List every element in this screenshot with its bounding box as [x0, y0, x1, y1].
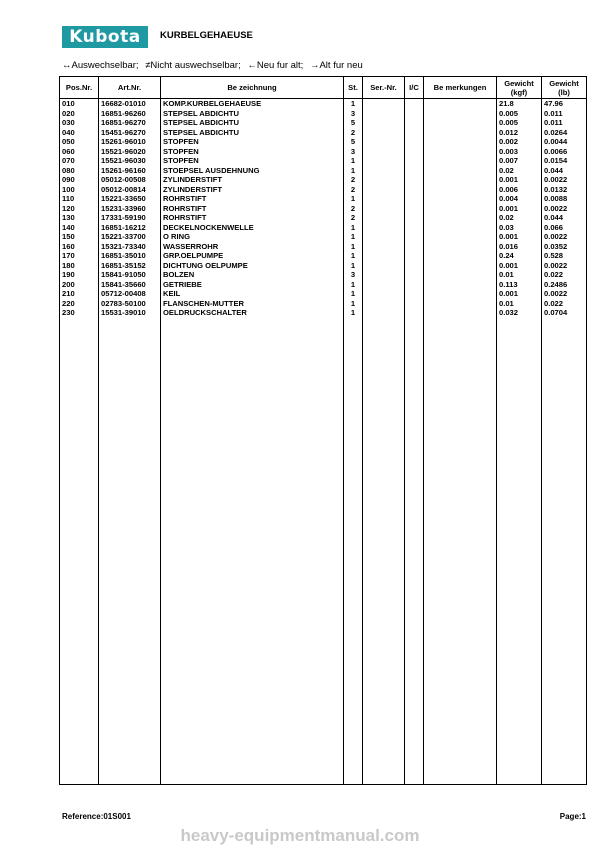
cell-bezeichnung: GRP.OELPUMPE: [161, 251, 344, 261]
cell-st: 2: [344, 128, 363, 138]
cell-bezeichnung: ZYLINDERSTIFT: [161, 175, 344, 185]
cell-weight-lb: 0.0088: [542, 194, 587, 204]
cell-weight-kgf: 0.02: [497, 213, 542, 223]
page-number: Page:1: [559, 812, 586, 821]
cell-ser: [363, 299, 405, 309]
cell-ic: [405, 223, 424, 233]
header-weight-kgf: [497, 77, 542, 99]
cell-pos: 020: [60, 109, 99, 119]
header-art: Art.Nr.: [99, 77, 161, 99]
cell-art: 15841-35660: [99, 280, 161, 290]
cell-ic: [405, 128, 424, 138]
cell-weight-lb: 0.022: [542, 270, 587, 280]
cell-weight-kgf: 0.005: [497, 109, 542, 119]
cell-art: 16851-16212: [99, 223, 161, 233]
cell-weight-lb: 0.0704: [542, 308, 587, 318]
cell-ser: [363, 308, 405, 318]
table-row: [60, 194, 587, 204]
cell-weight-kgf: 0.006: [497, 185, 542, 195]
cell-pos: 120: [60, 204, 99, 214]
cell-ser: [363, 175, 405, 185]
table-row: [60, 204, 587, 214]
table-row: [60, 308, 587, 318]
cell-ic: [405, 232, 424, 242]
cell-weight-kgf: 0.007: [497, 156, 542, 166]
header-ic: I/C: [405, 77, 424, 99]
cell-weight-kgf: 0.24: [497, 251, 542, 261]
cell-art: 15521-96020: [99, 147, 161, 157]
cell-weight-lb: 47.96: [542, 99, 587, 109]
table-row: [60, 137, 587, 147]
cell-bezeichnung: ROHRSTIFT: [161, 194, 344, 204]
cell-ic: [405, 289, 424, 299]
cell-bemerkungen: [424, 118, 497, 128]
table-row: [60, 299, 587, 309]
watermark: heavy-equipmentmanual.com: [180, 826, 420, 845]
legend-old-for-new: →Alt fur neu: [309, 60, 363, 71]
cell-bezeichnung: WASSERROHR: [161, 242, 344, 252]
cell-art: 15261-96160: [99, 166, 161, 176]
cell-weight-kgf: 0.02: [497, 166, 542, 176]
cell-pos: 050: [60, 137, 99, 147]
cell-bemerkungen: [424, 213, 497, 223]
cell-weight-lb: 0.044: [542, 166, 587, 176]
cell-pos: 010: [60, 99, 99, 109]
cell-bemerkungen: [424, 289, 497, 299]
cell-art: 16682-01010: [99, 99, 161, 109]
cell-bemerkungen: [424, 156, 497, 166]
cell-bemerkungen: [424, 280, 497, 290]
cell-pos: 210: [60, 289, 99, 299]
cell-weight-lb: 0.066: [542, 223, 587, 233]
filler-cell: [497, 318, 542, 785]
header-weight-kgf-unit: (kgf): [510, 87, 528, 97]
cell-weight-lb: 0.011: [542, 109, 587, 119]
header-weight-lb-unit: (lb): [558, 87, 570, 97]
cell-weight-lb: 0.0132: [542, 185, 587, 195]
cell-bezeichnung: DECKELNOCKENWELLE: [161, 223, 344, 233]
cell-pos: 040: [60, 128, 99, 138]
cell-ic: [405, 280, 424, 290]
cell-ic: [405, 213, 424, 223]
table-row: [60, 185, 587, 195]
cell-ser: [363, 185, 405, 195]
table-row: [60, 156, 587, 166]
cell-pos: 060: [60, 147, 99, 157]
cell-art: 05012-00508: [99, 175, 161, 185]
cell-weight-lb: 0.0022: [542, 261, 587, 271]
cell-bemerkungen: [424, 270, 497, 280]
table-row: [60, 175, 587, 185]
cell-art: 15841-91050: [99, 270, 161, 280]
cell-weight-lb: 0.0044: [542, 137, 587, 147]
cell-st: 2: [344, 175, 363, 185]
cell-st: 1: [344, 251, 363, 261]
cell-art: 05712-00408: [99, 289, 161, 299]
header-bemerkungen: Be merkungen: [424, 77, 497, 99]
cell-pos: 110: [60, 194, 99, 204]
cell-art: 15531-39010: [99, 308, 161, 318]
cell-ser: [363, 128, 405, 138]
cell-ser: [363, 147, 405, 157]
cell-st: 1: [344, 261, 363, 271]
cell-ic: [405, 99, 424, 109]
table-row: [60, 261, 587, 271]
cell-weight-kgf: 0.113: [497, 280, 542, 290]
cell-art: 16851-35010: [99, 251, 161, 261]
cell-weight-kgf: 0.03: [497, 223, 542, 233]
cell-bezeichnung: BOLZEN: [161, 270, 344, 280]
cell-pos: 030: [60, 118, 99, 128]
cell-weight-lb: 0.0022: [542, 204, 587, 214]
cell-art: 15321-73340: [99, 242, 161, 252]
cell-st: 2: [344, 185, 363, 195]
cell-ser: [363, 261, 405, 271]
cell-bemerkungen: [424, 261, 497, 271]
table-row: [60, 251, 587, 261]
cell-st: 5: [344, 137, 363, 147]
cell-art: 16851-35152: [99, 261, 161, 271]
cell-art: 15221-33650: [99, 194, 161, 204]
cell-ser: [363, 251, 405, 261]
cell-ic: [405, 185, 424, 195]
cell-ic: [405, 204, 424, 214]
cell-weight-kgf: 0.001: [497, 289, 542, 299]
cell-st: 1: [344, 223, 363, 233]
cell-ser: [363, 109, 405, 119]
header-pos: Pos.Nr.: [60, 77, 99, 99]
cell-weight-kgf: 0.001: [497, 175, 542, 185]
cell-bezeichnung: FLANSCHEN-MUTTER: [161, 299, 344, 309]
cell-bemerkungen: [424, 223, 497, 233]
table-row: [60, 232, 587, 242]
cell-weight-kgf: 0.032: [497, 308, 542, 318]
cell-ser: [363, 118, 405, 128]
cell-st: 3: [344, 147, 363, 157]
filler-cell: [161, 318, 344, 785]
cell-art: 02783-50100: [99, 299, 161, 309]
cell-weight-kgf: 0.002: [497, 137, 542, 147]
filler-cell: [363, 318, 405, 785]
cell-bemerkungen: [424, 137, 497, 147]
cell-weight-kgf: 0.005: [497, 118, 542, 128]
cell-pos: 180: [60, 261, 99, 271]
kubota-logo: Kubota: [62, 26, 148, 48]
cell-ic: [405, 137, 424, 147]
cell-bezeichnung: STEPSEL ABDICHTU: [161, 109, 344, 119]
table-row: [60, 213, 587, 223]
header-bezeichnung: Be zeichnung: [161, 77, 344, 99]
cell-art: 15261-96010: [99, 137, 161, 147]
cell-st: 1: [344, 242, 363, 252]
header-weight-lb-label: Gewicht: [549, 78, 579, 88]
cell-bezeichnung: KEIL: [161, 289, 344, 299]
cell-st: 1: [344, 280, 363, 290]
cell-ser: [363, 280, 405, 290]
cell-bezeichnung: STOPFEN: [161, 137, 344, 147]
cell-bezeichnung: O RING: [161, 232, 344, 242]
cell-ic: [405, 194, 424, 204]
header-ser: Ser.-Nr.: [363, 77, 405, 99]
table-row: [60, 223, 587, 233]
cell-weight-kgf: 0.01: [497, 299, 542, 309]
cell-weight-kgf: 0.003: [497, 147, 542, 157]
header-st: St.: [344, 77, 363, 99]
cell-bemerkungen: [424, 175, 497, 185]
cell-bemerkungen: [424, 308, 497, 318]
cell-weight-lb: 0.022: [542, 299, 587, 309]
cell-pos: 170: [60, 251, 99, 261]
cell-bezeichnung: STOEPSEL AUSDEHNUNG: [161, 166, 344, 176]
cell-ser: [363, 242, 405, 252]
table-row: [60, 280, 587, 290]
table-row: [60, 270, 587, 280]
table-row: [60, 289, 587, 299]
cell-ser: [363, 232, 405, 242]
cell-st: 2: [344, 213, 363, 223]
cell-art: 17331-59190: [99, 213, 161, 223]
cell-st: 1: [344, 166, 363, 176]
filler-cell: [424, 318, 497, 785]
cell-bezeichnung: GETRIEBE: [161, 280, 344, 290]
cell-weight-kgf: 0.004: [497, 194, 542, 204]
cell-art: 15451-96270: [99, 128, 161, 138]
cell-ic: [405, 147, 424, 157]
cell-weight-lb: 0.0022: [542, 175, 587, 185]
cell-weight-lb: 0.0066: [542, 147, 587, 157]
legend-not-interchangeable: ≠Nicht auswechselbar;: [145, 60, 241, 71]
cell-st: 2: [344, 204, 363, 214]
cell-st: 3: [344, 270, 363, 280]
cell-weight-kgf: 0.001: [497, 261, 542, 271]
header-weight-kgf-label: Gewicht: [504, 78, 534, 88]
cell-ser: [363, 194, 405, 204]
cell-bemerkungen: [424, 166, 497, 176]
legend: [62, 60, 367, 71]
page-title: KURBELGEHAEUSE: [160, 30, 253, 41]
cell-ser: [363, 137, 405, 147]
cell-weight-lb: 0.2486: [542, 280, 587, 290]
cell-bemerkungen: [424, 232, 497, 242]
cell-bezeichnung: STEPSEL ABDICHTU: [161, 128, 344, 138]
cell-st: 1: [344, 194, 363, 204]
cell-ic: [405, 118, 424, 128]
cell-st: 5: [344, 118, 363, 128]
cell-ser: [363, 204, 405, 214]
cell-bezeichnung: STEPSEL ABDICHTU: [161, 118, 344, 128]
cell-st: 1: [344, 308, 363, 318]
cell-ic: [405, 308, 424, 318]
table-row: [60, 118, 587, 128]
cell-bemerkungen: [424, 99, 497, 109]
cell-bezeichnung: STOPFEN: [161, 147, 344, 157]
cell-weight-lb: 0.011: [542, 118, 587, 128]
cell-bemerkungen: [424, 194, 497, 204]
cell-bemerkungen: [424, 251, 497, 261]
cell-ser: [363, 289, 405, 299]
cell-bemerkungen: [424, 204, 497, 214]
cell-weight-lb: 0.0352: [542, 242, 587, 252]
cell-weight-lb: 0.0154: [542, 156, 587, 166]
table-row: [60, 128, 587, 138]
cell-weight-kgf: 21.8: [497, 99, 542, 109]
cell-ic: [405, 270, 424, 280]
filler-cell: [405, 318, 424, 785]
cell-st: 3: [344, 109, 363, 119]
cell-pos: 090: [60, 175, 99, 185]
cell-ic: [405, 251, 424, 261]
filler-cell: [99, 318, 161, 785]
cell-ic: [405, 299, 424, 309]
filler-cell: [60, 318, 99, 785]
filler-cell: [344, 318, 363, 785]
cell-weight-lb: 0.528: [542, 251, 587, 261]
table-header-row: [60, 77, 587, 99]
cell-st: 1: [344, 99, 363, 109]
cell-bemerkungen: [424, 299, 497, 309]
table-row: [60, 147, 587, 157]
table-row: [60, 99, 587, 109]
cell-pos: 150: [60, 232, 99, 242]
cell-weight-lb: 0.0022: [542, 289, 587, 299]
cell-ser: [363, 270, 405, 280]
cell-bezeichnung: STOPFEN: [161, 156, 344, 166]
cell-st: 1: [344, 156, 363, 166]
header-weight-lb: [542, 77, 587, 99]
cell-pos: 140: [60, 223, 99, 233]
legend-interchangeable: ↔Auswechselbar;: [62, 60, 139, 71]
cell-ic: [405, 175, 424, 185]
cell-art: 15231-33960: [99, 204, 161, 214]
cell-pos: 200: [60, 280, 99, 290]
table-row: [60, 166, 587, 176]
cell-art: 15221-33700: [99, 232, 161, 242]
cell-ic: [405, 261, 424, 271]
cell-bezeichnung: KOMP.KURBELGEHAEUSE: [161, 99, 344, 109]
cell-art: 16851-96270: [99, 118, 161, 128]
cell-weight-kgf: 0.01: [497, 270, 542, 280]
cell-pos: 080: [60, 166, 99, 176]
legend-new-for-old: ←Neu fur alt;: [247, 60, 304, 71]
filler-cell: [542, 318, 587, 785]
cell-weight-lb: 0.0022: [542, 232, 587, 242]
cell-ser: [363, 99, 405, 109]
cell-ser: [363, 156, 405, 166]
cell-bezeichnung: ROHRSTIFT: [161, 204, 344, 214]
cell-pos: 130: [60, 213, 99, 223]
cell-weight-kgf: 0.001: [497, 232, 542, 242]
table-row: [60, 109, 587, 119]
cell-weight-kgf: 0.012: [497, 128, 542, 138]
cell-pos: 190: [60, 270, 99, 280]
cell-ser: [363, 223, 405, 233]
cell-ic: [405, 109, 424, 119]
cell-bemerkungen: [424, 147, 497, 157]
cell-art: 16851-96260: [99, 109, 161, 119]
cell-ic: [405, 156, 424, 166]
cell-bemerkungen: [424, 109, 497, 119]
cell-pos: 230: [60, 308, 99, 318]
table-row: [60, 242, 587, 252]
cell-bezeichnung: OELDRUCKSCHALTER: [161, 308, 344, 318]
cell-ic: [405, 166, 424, 176]
cell-ser: [363, 213, 405, 223]
cell-pos: 070: [60, 156, 99, 166]
cell-st: 1: [344, 299, 363, 309]
cell-bezeichnung: ROHRSTIFT: [161, 213, 344, 223]
cell-st: 1: [344, 289, 363, 299]
reference-label: Reference:01S001: [62, 812, 131, 821]
cell-bemerkungen: [424, 242, 497, 252]
cell-weight-lb: 0.0264: [542, 128, 587, 138]
cell-bemerkungen: [424, 185, 497, 195]
cell-bezeichnung: ZYLINDERSTIFT: [161, 185, 344, 195]
cell-weight-kgf: 0.016: [497, 242, 542, 252]
cell-st: 1: [344, 232, 363, 242]
parts-table-body: [60, 99, 587, 785]
cell-ser: [363, 166, 405, 176]
cell-pos: 220: [60, 299, 99, 309]
parts-table: [59, 76, 587, 785]
cell-weight-kgf: 0.001: [497, 204, 542, 214]
table-filler-row: [60, 318, 587, 785]
cell-pos: 100: [60, 185, 99, 195]
cell-ic: [405, 242, 424, 252]
cell-bemerkungen: [424, 128, 497, 138]
cell-bezeichnung: DICHTUNG OELPUMPE: [161, 261, 344, 271]
cell-art: 05012-00814: [99, 185, 161, 195]
cell-weight-lb: 0.044: [542, 213, 587, 223]
cell-pos: 160: [60, 242, 99, 252]
cell-art: 15521-96030: [99, 156, 161, 166]
